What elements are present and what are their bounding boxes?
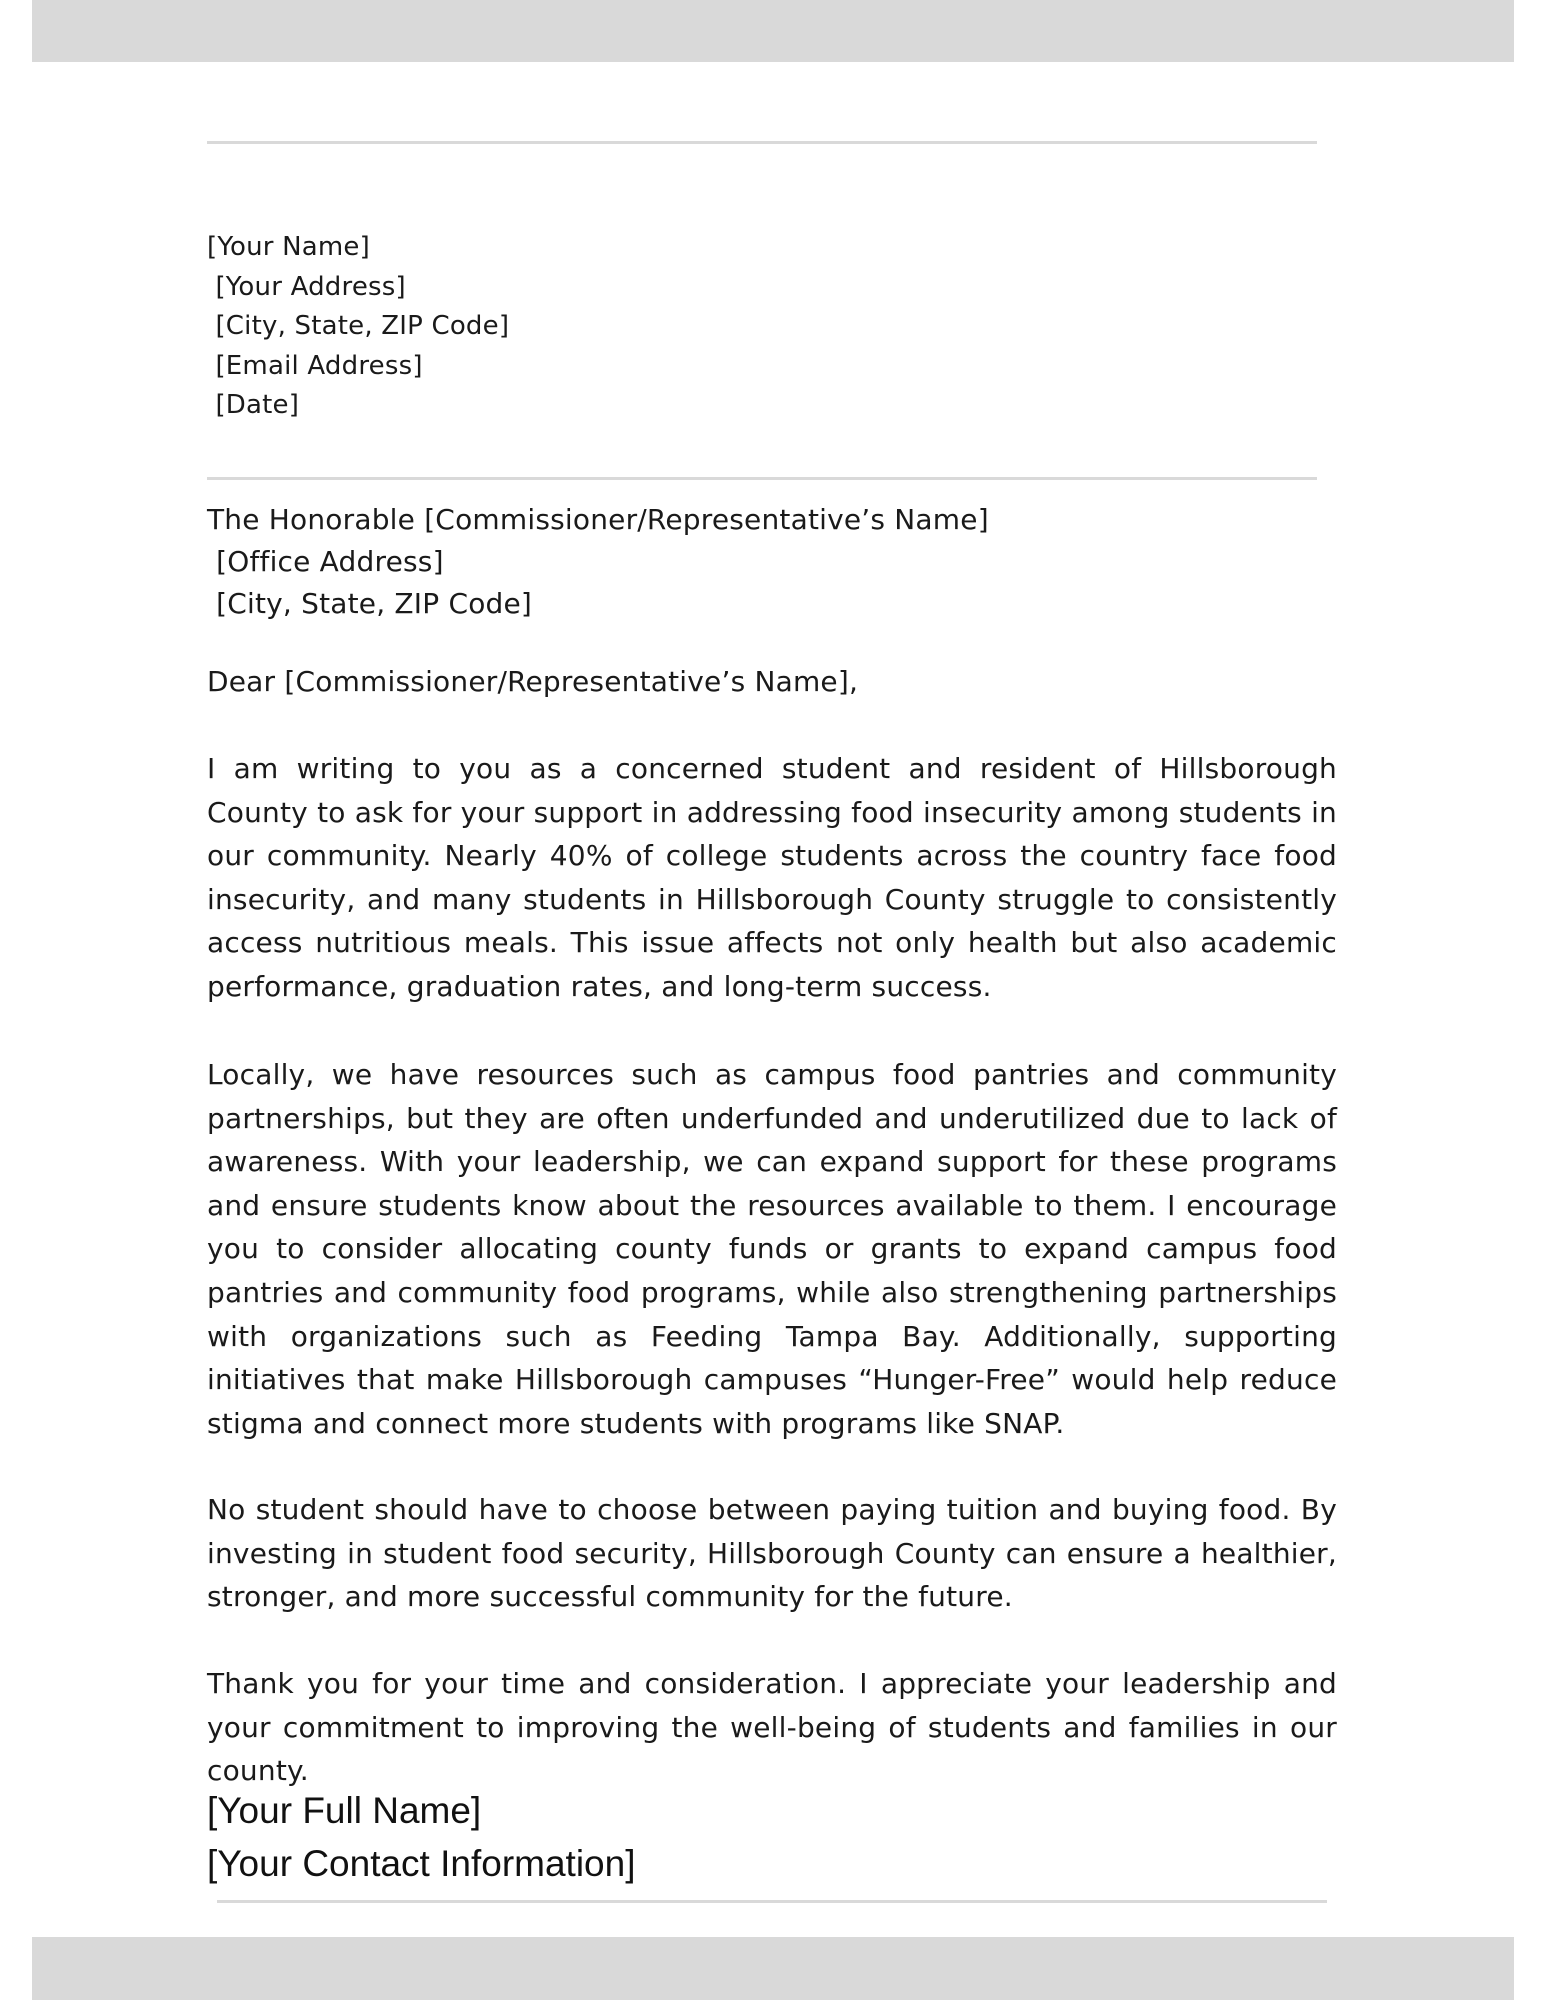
divider-middle (207, 477, 1317, 480)
divider-top (207, 141, 1317, 144)
header-band (32, 0, 1514, 62)
recipient-name: The Honorable [Commissioner/Representative’s Name] (207, 503, 989, 536)
sender-city-state-zip: [City, State, ZIP Code] (207, 311, 510, 341)
signature-full-name: [Your Full Name] (207, 1790, 482, 1831)
body-paragraph-3: No student should have to choose between paying tuition and buying food. By investing in student food security, Hillsborough County can ensure a healthier, stronger, and more successful community for the future. (207, 1493, 1337, 1614)
divider-bottom (217, 1900, 1327, 1903)
sender-block (207, 228, 509, 426)
body-paragraph-4: Thank you for your time and consideration. I appreciate your leadership and your commitment to improving the well-being of students and families in our county. (207, 1667, 1337, 1788)
signature-block (207, 1784, 635, 1890)
sender-name: [Your Name] (207, 232, 370, 262)
salutation: Dear [Commissioner/Representative’s Name], (207, 665, 859, 698)
recipient-block (207, 499, 989, 625)
sender-address: [Your Address] (207, 271, 406, 302)
recipient-city-state-zip: [City, State, ZIP Code] (207, 587, 533, 620)
signature-contact: [Your Contact Information] (207, 1843, 636, 1884)
sender-email: [Email Address] (207, 350, 423, 381)
footer-band (32, 1937, 1514, 2000)
recipient-office-address: [Office Address] (207, 545, 444, 578)
body-paragraph-1: I am writing to you as a concerned student and resident of Hillsborough County to ask for your support in addressing food insecurity among students in our community. Nearly 40% of college students across the country face food insecurity, and many students in Hillsborough County struggle to consistently access nutritious meals. This issue affects not only health but also academic performance, graduation rates, and long-term success. (207, 752, 1337, 1003)
sender-date: [Date] (207, 390, 300, 420)
body-paragraph-2: Locally, we have resources such as campus food pantries and community partnerships, but they are often underfunded and underutilized due to lack of awareness. With your leadership, we can expand support for these programs and ensure students know about the resources available to them. I encourage you to consider allocating county funds or grants to expand campus food pantries and community food programs, while also strengthening partnerships with organizations such as Feeding Tampa Bay. Additionally, supporting initiatives that make Hillsborough campuses “Hunger-Free” would help reduce stigma and connect more students with programs like SNAP. (207, 1058, 1337, 1440)
